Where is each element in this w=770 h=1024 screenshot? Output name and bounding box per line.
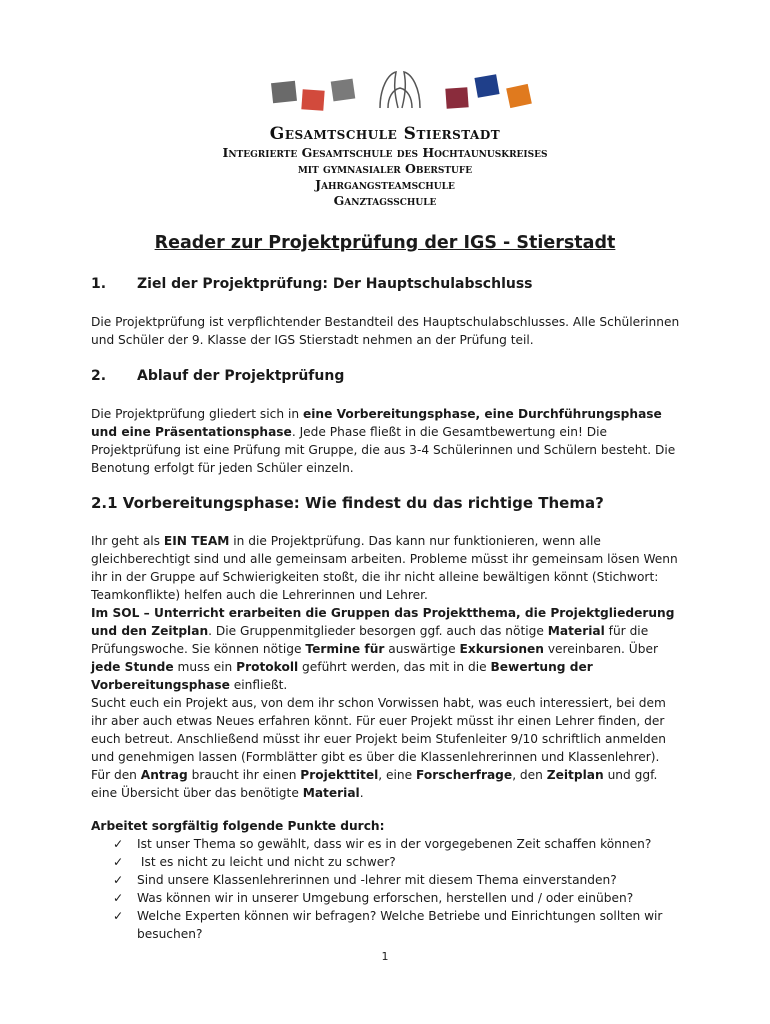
text-run: braucht ihr einen (187, 768, 301, 782)
list-item (91, 853, 691, 871)
bold-run: Forscherfrage (416, 768, 513, 782)
bold-run: Material (547, 624, 605, 638)
paragraph-sol (91, 604, 681, 694)
section-2-1-text (91, 532, 681, 802)
list-item-text: Ist unser Thema so gewählt, dass wir es in der vorgegebenen Zeit schaffen können? (137, 837, 652, 851)
list-item (91, 871, 691, 889)
section-2-title: Ablauf der Projektprüfung (137, 368, 345, 384)
bold-run: Termine für (305, 642, 385, 656)
list-item (91, 889, 691, 907)
text-run: . Jede Phase fließt in die Gesamtbewertung ein! Die Projektprüfung ist eine Prüfung mit Gruppe, die aus 3-4 Schülerinnen und Schülern besteht. Die Benotung erfolgt für jeden Schüler einzeln. (91, 425, 676, 475)
text-run: vereinbaren. Über (543, 642, 658, 656)
section-2-number: 2. (91, 368, 107, 384)
school-subtitle (0, 145, 770, 209)
logo-square-3 (331, 79, 356, 102)
checkmark-icon: ✓ (113, 837, 124, 851)
school-name: Gesamtschule Stierstadt (269, 124, 501, 144)
bold-run: Antrag (140, 768, 188, 782)
logo-square-1 (271, 81, 297, 103)
checkmark-icon: ✓ (113, 855, 124, 869)
section-1-number: 1. (91, 276, 107, 292)
bold-run: Exkursionen (459, 642, 544, 656)
page-number: 1 (381, 950, 389, 963)
list-item-text: Sind unsere Klassenlehrerinnen und -lehrer mit diesem Thema einverstanden? (137, 873, 617, 887)
subtitle-line-3: Jahrgangsteamschule (315, 177, 455, 192)
bold-run: Im SOL – Unterricht erarbeiten die Gruppen das Projektthema, die Projektgliederung und den Zeitplan (91, 606, 675, 638)
checklist (91, 817, 691, 943)
bold-run: eine Vorbereitungsphase, eine Durchführungsphase und eine Präsentationsphase (91, 407, 662, 439)
logo-square-6 (506, 84, 532, 108)
list-item (91, 907, 691, 943)
bold-run: EIN TEAM (163, 534, 230, 548)
text-run: , den (512, 768, 547, 782)
bold-run: Protokoll (236, 660, 299, 674)
text-run: Ihr geht als (91, 534, 164, 548)
text-run: . (359, 786, 364, 800)
section-1-text: Die Projektprüfung ist verpflichtender Bestandteil des Hauptschulabschlusses. Alle Schülerinnen und Schüler der 9. Klasse der IGS Stierstadt nehmen an der Prüfung teil. (91, 315, 680, 347)
checkmark-icon: ✓ (113, 891, 124, 905)
list-item-text: Ist es nicht zu leicht und nicht zu schwer? (137, 855, 396, 869)
bold-run: jede Stunde (91, 660, 174, 674)
section-2-text (91, 405, 681, 477)
text-run: und ggf. eine Übersicht über das benötigte (91, 768, 658, 800)
bold-run: Bewertung der Vorbereitungsphase (91, 660, 593, 692)
text-run: muss ein (173, 660, 237, 674)
bold-run: Projekttitel (300, 768, 379, 782)
text-run: in die Projektprüfung. Das kann nur funktionieren, wenn alle gleichberechtigt sind und alle gemeinsam arbeiten. Probleme müsst ihr gemeinsam lösen Wenn ihr in der Gruppe auf Schwierigkeiten stoßt, die ihr nicht alleine bewältigen könnt (Stichwort: Teamkonflikte) helfen auch die Lehrerinnen und Lehrer. (91, 534, 678, 602)
subtitle-line-2: mit gymnasialer Oberstufe (297, 161, 473, 176)
text-run: Die Projektprüfung gliedert sich in (91, 407, 303, 421)
checkmark-icon: ✓ (113, 873, 124, 887)
logo-square-2 (301, 89, 324, 110)
checklist-heading: Arbeitet sorgfältig folgende Punkte durch: (91, 819, 385, 833)
logo-hands-icon (380, 72, 420, 108)
section-2-1-heading: 2.1 Vorbereitungsphase: Wie findest du das richtige Thema? (91, 494, 604, 512)
text-run: für die Prüfungswoche. Sie können nötige (91, 624, 649, 656)
text-run: auswärtige (384, 642, 460, 656)
logo-square-4 (445, 87, 468, 108)
list-item-text: Was können wir in unserer Umgebung erforschen, herstellen und / oder einüben? (137, 891, 634, 905)
school-logo (270, 68, 540, 118)
subtitle-line-1: Integrierte Gesamtschule des Hochtaunuskreises (222, 145, 548, 160)
bold-run: Material (302, 786, 360, 800)
list-item-text: Welche Experten können wir befragen? Welche Betriebe und Einrichtungen sollten wir besuchen? (137, 909, 663, 941)
section-1-title: Ziel der Projektprüfung: Der Hauptschulabschluss (137, 276, 533, 292)
document-title: Reader zur Projektprüfung der IGS - Stierstadt (154, 233, 616, 253)
text-run: Sucht euch ein Projekt aus, von dem ihr schon Vorwissen habt, was euch interessiert, bei dem ihr aber auch etwas Neues erfahren könnt. Für euer Projekt müsst ihr einen Lehrer finden, der euch betreut. Anschließend müsst ihr euer Projekt beim Stufenleiter 9/10 schriftlich anmelden und genehmigen lassen (Formblätter gibt es über die Klassenlehrerinnen und Klassenlehrer). Für den (91, 696, 666, 782)
text-run: , eine (378, 768, 416, 782)
paragraph-project (91, 694, 681, 802)
logo-square-5 (474, 74, 499, 98)
checkmark-icon: ✓ (113, 909, 124, 923)
subtitle-line-4: Ganztagsschule (333, 193, 437, 208)
bold-run: Zeitplan (546, 768, 604, 782)
text-run: einfließt. (229, 678, 288, 692)
list-item (91, 835, 691, 853)
text-run: geführt werden, das mit in die (298, 660, 491, 674)
text-run: . Die Gruppenmitglieder besorgen ggf. auch das nötige (208, 624, 548, 638)
paragraph-team (91, 532, 681, 604)
